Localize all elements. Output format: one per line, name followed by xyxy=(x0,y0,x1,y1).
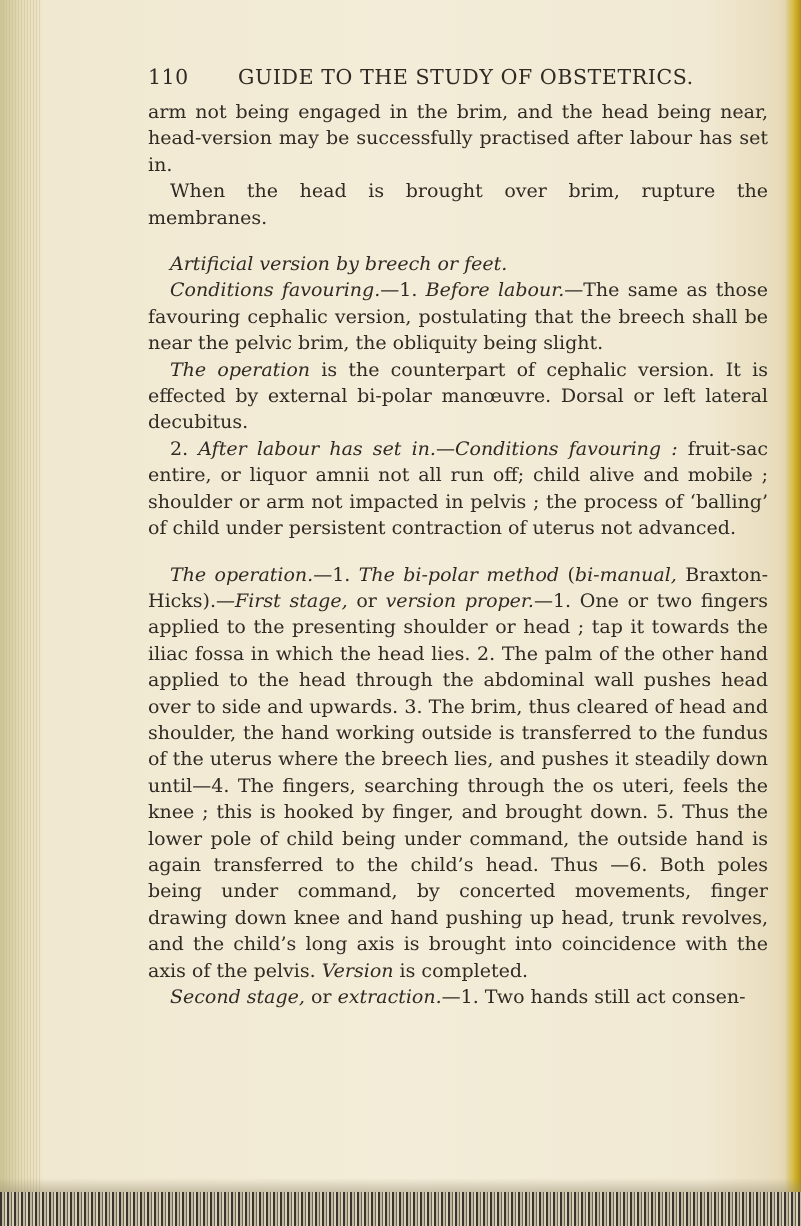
paragraph-bipolar-method: The operation.—1. The bi-polar method (bi-manual, Braxton-Hicks).—First stage, or version proper.—1. One or two fingers applied to the presenting shoulder or head ; tap it towards the iliac fossa in which the head lies. 2. The palm of the other hand applied to the head through the abdominal wall pushes head over to side and upwards. 3. The brim, thus cleared of head and shoulder, the hand working outside is transferred to the fundus of the uterus where the breech lies, and pushes it steadily down until—4. The fingers, searching through the os uteri, feels the knee ; this is hooked by finger, and brought down. 5. Thus the lower pole of child being under command, the outside hand is again transferred to the child’s head. Thus —6. Both poles being under command, by concerted movements, finger drawing down knee and hand pushing up head, trunk revolves, and the child’s long axis is brought into coincidence with the axis of the pelvis. Version is completed. xyxy=(148,563,769,982)
section-heading-artificial-version: Artificial version by breech or feet. xyxy=(170,253,508,276)
paragraph-conditions-favouring: Conditions favouring.—1. Before labour.—The same as those favouring cephalic version, postulating that the breech shall be near the pelvic brim, the obliquity being slight. xyxy=(148,279,768,355)
paragraph-head-version: arm not being engaged in the brim, and the head being near, head-version may be successfully practised after labour has set in. xyxy=(148,101,768,176)
paragraph-rupture-membranes: When the head is brought over brim, rupture the membranes. xyxy=(148,180,768,229)
running-title: GUIDE TO THE STUDY OF OBSTETRICS. xyxy=(238,65,694,89)
paragraph-operation-counterpart: The operation is the counterpart of cephalic version. It is effected by external bi-polar manœuvre. Dorsal or left lateral decubitus. xyxy=(148,358,768,434)
running-header xyxy=(148,65,768,95)
paragraph-second-stage: Second stage, or extraction.—1. Two hands still act consen- xyxy=(170,986,746,1008)
paragraph-after-labour: 2. After labour has set in.—Conditions favouring : fruit-sac entire, or liquor amnii not all run off; child alive and mobile ; shoulder or arm not impacted in pelvis ; the process of ‘balling’ of child under persistent contraction of uterus not advanced. xyxy=(148,437,768,540)
body-text xyxy=(148,99,768,1010)
page-edges-bottom xyxy=(0,1192,801,1226)
page-number: 110 xyxy=(148,65,189,89)
page-edges-left xyxy=(0,0,42,1226)
gilt-binding-edge xyxy=(785,0,801,1226)
